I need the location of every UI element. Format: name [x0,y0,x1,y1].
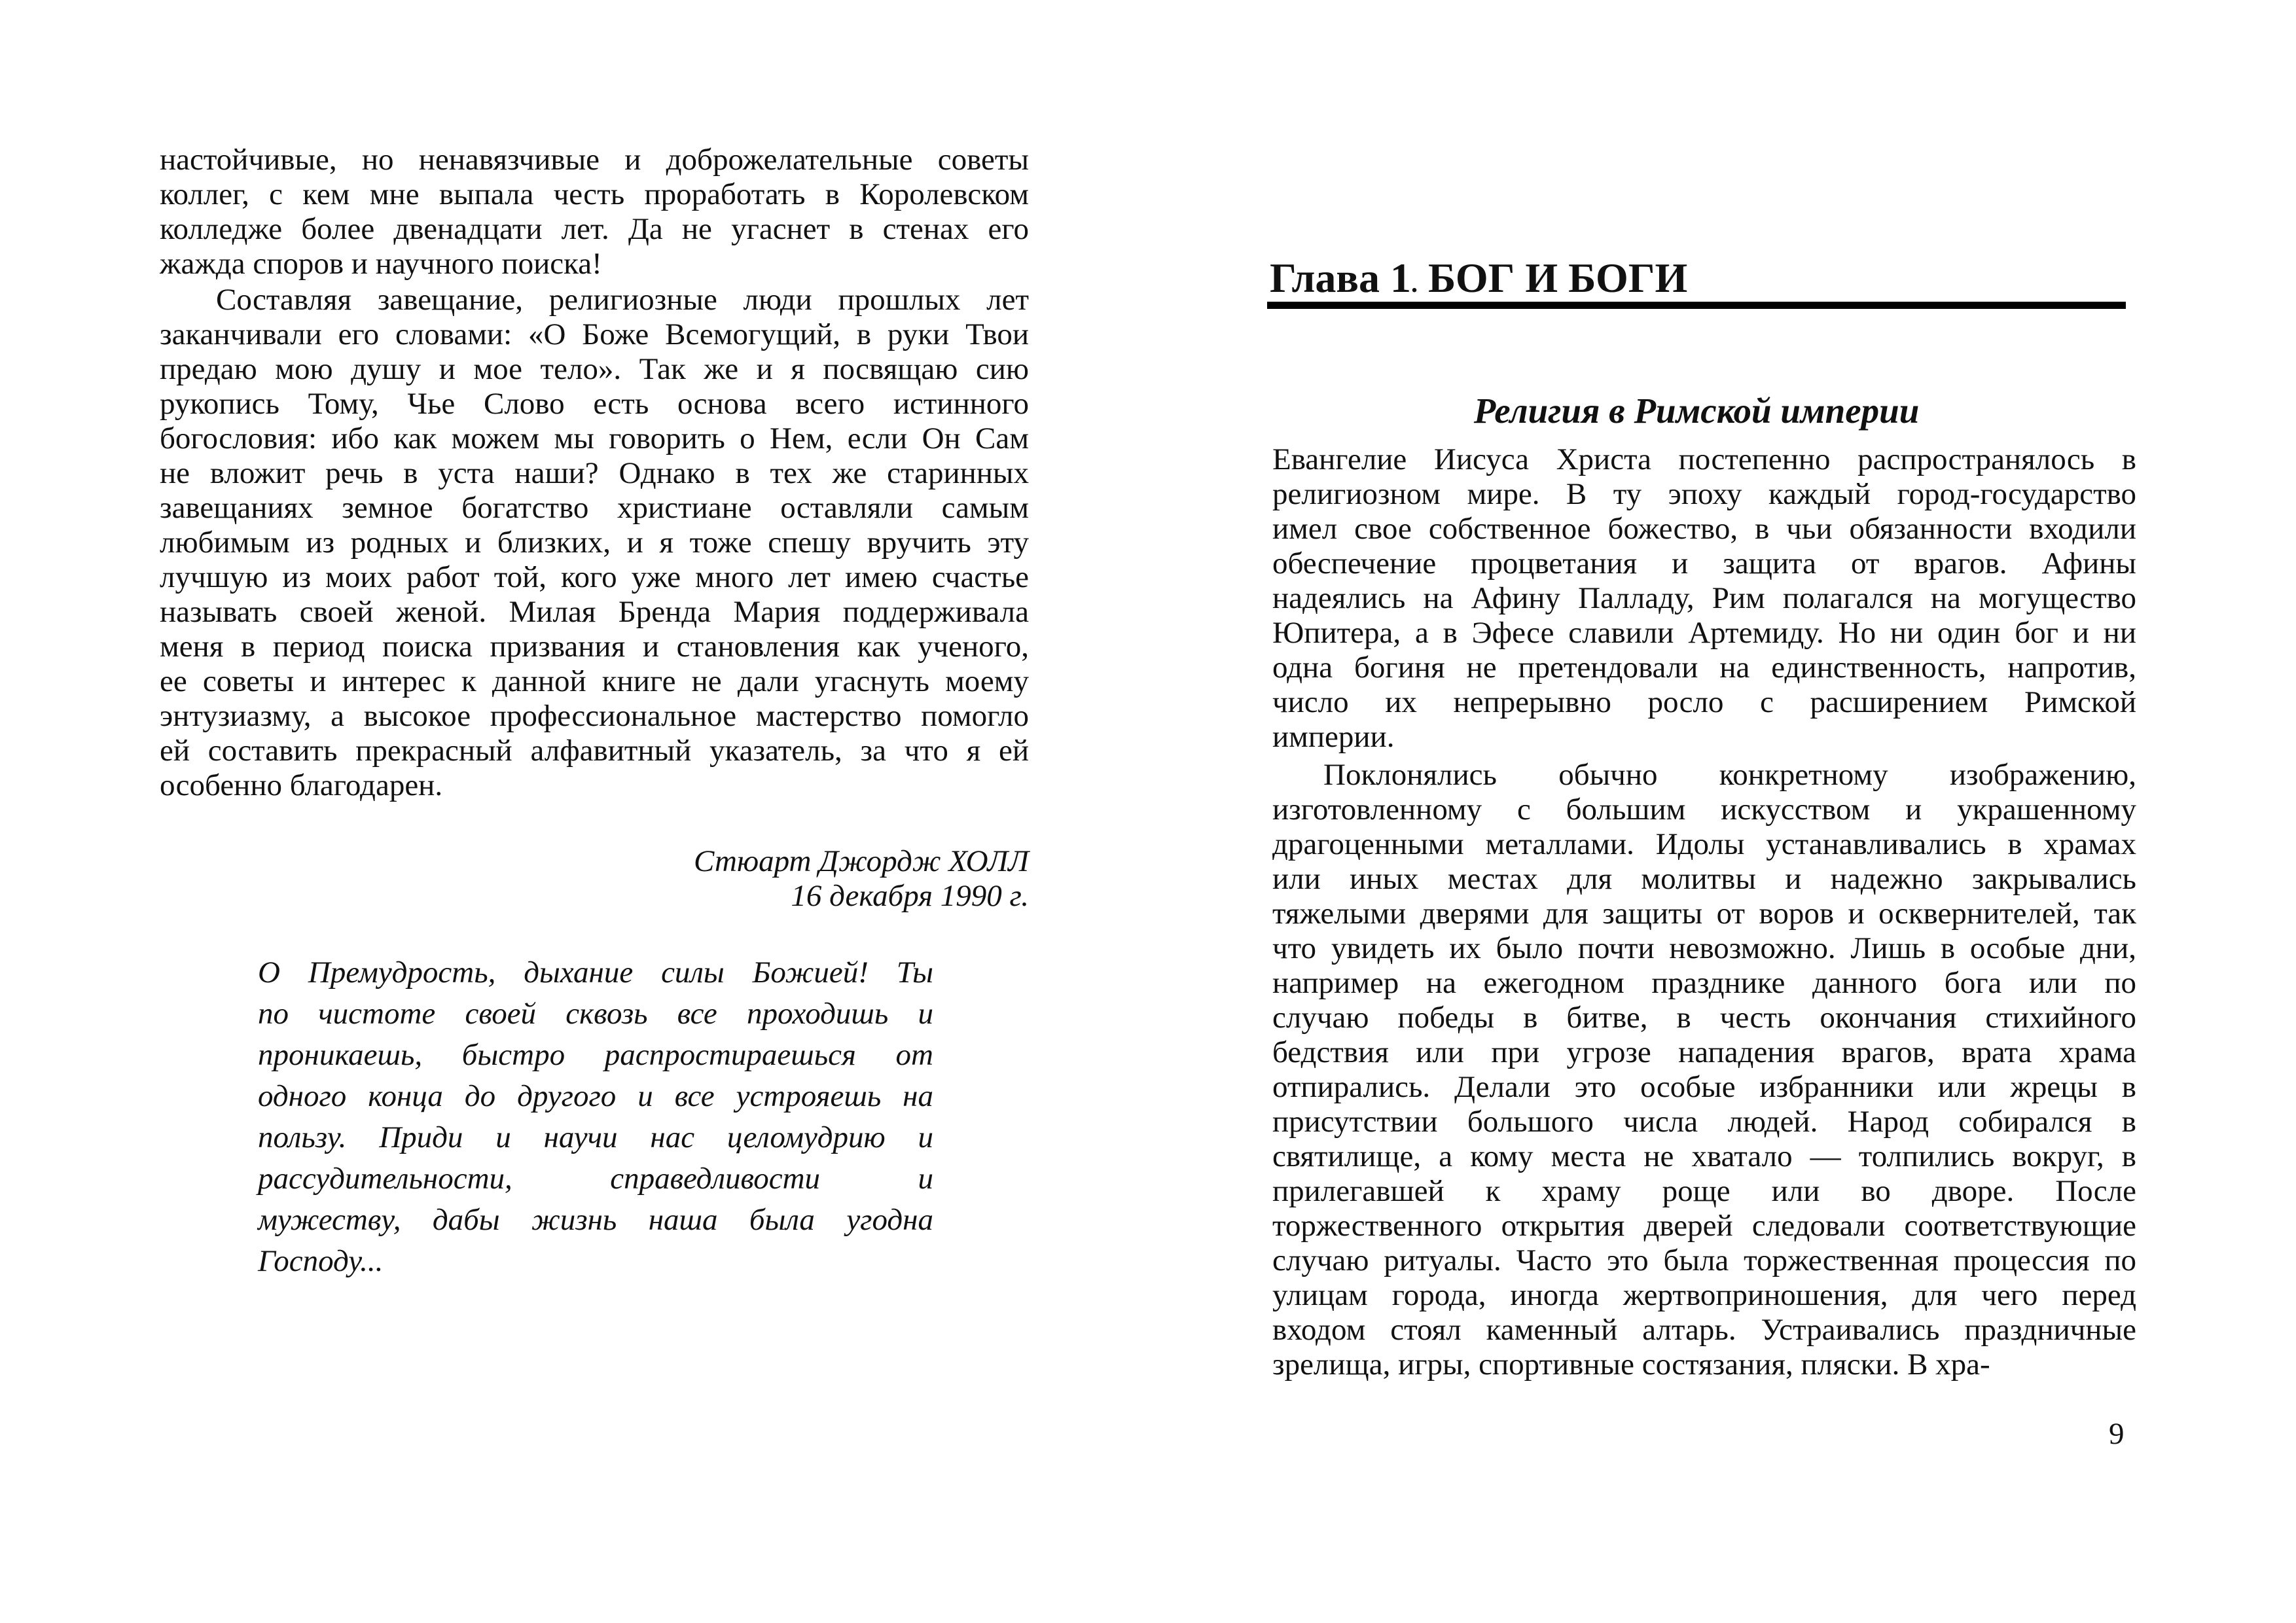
text-line: Составляя завещание, религиозные люди прошлых лет [216,283,1029,317]
text-line: Евангелие Иисуса Христа постепенно распространялось в [1272,442,2136,476]
text-line: коллег, с кем мне выпала честь проработать в Королевском [160,177,1029,211]
text-line: жажда споров и научного поиска! [160,247,602,281]
text-line: случаю победы в битве, в честь окончания стихийного [1272,1001,2136,1035]
text-line: любимым из родных и близких, и я тоже спешу вручить эту [160,526,1029,560]
epigraph-line: по чистоте своей сквозь все проходишь и [258,997,933,1031]
text-line: имел свое собственное божество, в чьи обязанности входили [1272,512,2136,546]
chapter-dot: . [1410,268,1418,298]
text-line: Поклонялись обычно конкретному изображению, [1323,758,2136,792]
text-line: случаю ритуалы. Часто это была торжественная процессия по [1272,1243,2136,1277]
text-line: колледже более двенадцати лет. Да не угаснет в стенах его [160,212,1029,246]
text-line: улицам города, иногда жертвоприношения, для чего перед [1272,1278,2136,1312]
epigraph-line: рассудительности, справедливости и [258,1162,933,1196]
text-line: изготовленному с большим искусством и украшенному [1272,793,2136,827]
text-line: драгоценными металлами. Идолы устанавливались в храмах [1272,827,2136,861]
epigraph-line: Господу... [258,1244,384,1278]
text-line: предаю мою душу и мое тело». Так же и я посвящаю сию [160,352,1029,386]
text-line: лучшую из моих работ той, кого уже много лет имею счастье [160,560,1029,594]
text-line: число их непрерывно росло с расширением Римской [1272,685,2136,719]
text-line: прилегавшей к храму роще или во дворе. После [1272,1174,2136,1208]
text-line: энтузиазму, а высокое профессиональное мастерство помогло [160,699,1029,733]
text-line: Юпитера, а в Эфесе славили Артемиду. Но ни один бог и ни [1272,616,2136,650]
chapter-name: БОГ И БОГИ [1417,255,1688,301]
text-line: настойчивые, но ненавязчивые и доброжелательные советы [160,143,1029,177]
signature-date: 16 декабря 1990 г. [791,879,1029,913]
text-line: обеспечение процветания и защита от врагов. Афины [1272,546,2136,580]
text-line: надеялись на Афину Палладу, Рим полагался на могущество [1272,581,2136,615]
text-line: зрелища, игры, спортивные состязания, пляски. В хра- [1272,1347,1990,1382]
epigraph-line: О Премудрость, дыхание силы Божией! Ты [258,955,933,990]
text-line: меня в период поиска призвания и становления как ученого, [160,630,1029,664]
text-line: заканчивали его словами: «О Боже Всемогущий, в руки Твои [160,317,1029,351]
chapter-rule [1267,302,2126,309]
text-line: богословия: ибо как можем мы говорить о Нем, если Он Сам [160,421,1029,455]
epigraph-line: проникаешь, быстро распростираешься от [258,1038,933,1072]
text-line: рукопись Тому, Чье Слово есть основа всего истинного [160,387,1029,421]
text-line: или иных местах для молитвы и надежно закрывались [1272,862,2136,896]
text-line: одна богиня не претендовали на единственность, напротив, [1272,651,2136,685]
text-line: называть своей женой. Милая Бренда Мария поддерживала [160,595,1029,629]
text-line: особенно благодарен. [160,768,443,802]
text-line: империи. [1272,720,1395,754]
text-line: ее советы и интерес к данной книге не дали угаснуть моему [160,664,1029,698]
chapter-label: Глава 1 [1270,255,1411,301]
text-line: входом стоял каменный алтарь. Устраивались праздничные [1272,1313,2136,1347]
epigraph-line: одного конца до другого и все устрояешь на [258,1079,933,1113]
text-line: торжественного открытия дверей следовали соответствующие [1272,1209,2136,1243]
signature-block [160,844,1029,923]
page-number: 9 [2109,1417,2125,1451]
signature-name: Стюарт Джордж ХОЛЛ [694,844,1029,878]
chapter-title [1270,254,1687,302]
text-line: завещаниях земное богатство христиане оставляли самым [160,491,1029,525]
text-line: отпирались. Делали это особые избранники или жрецы в [1272,1070,2136,1104]
text-line: ей составить прекрасный алфавитный указатель, за что я ей [160,734,1029,768]
text-line: не вложит речь в уста наши? Однако в тех же старинных [160,456,1029,490]
text-line: тяжелыми дверями для защиты от воров и осквернителей, так [1272,897,2136,931]
text-line: присутствии большого числа людей. Народ собирался в [1272,1105,2136,1139]
epigraph-line: мужеству, дабы жизнь наша была угодна [258,1203,933,1237]
text-line: религиозном мире. В ту эпоху каждый город-государство [1272,477,2136,511]
text-line: святилище, а кому места не хватало — толпились вокруг, в [1272,1139,2136,1173]
section-title: Религия в Римской империи [1473,391,1920,431]
text-line: бедствия или при угрозе нападения врагов, врата храма [1272,1035,2136,1069]
text-line: например на ежегодном празднике данного бога или по [1272,966,2136,1000]
epigraph-line: пользу. Приди и научи нас целомудрию и [258,1120,933,1154]
text-line: что увидеть их было почти невозможно. Лишь в особые дни, [1272,931,2136,965]
